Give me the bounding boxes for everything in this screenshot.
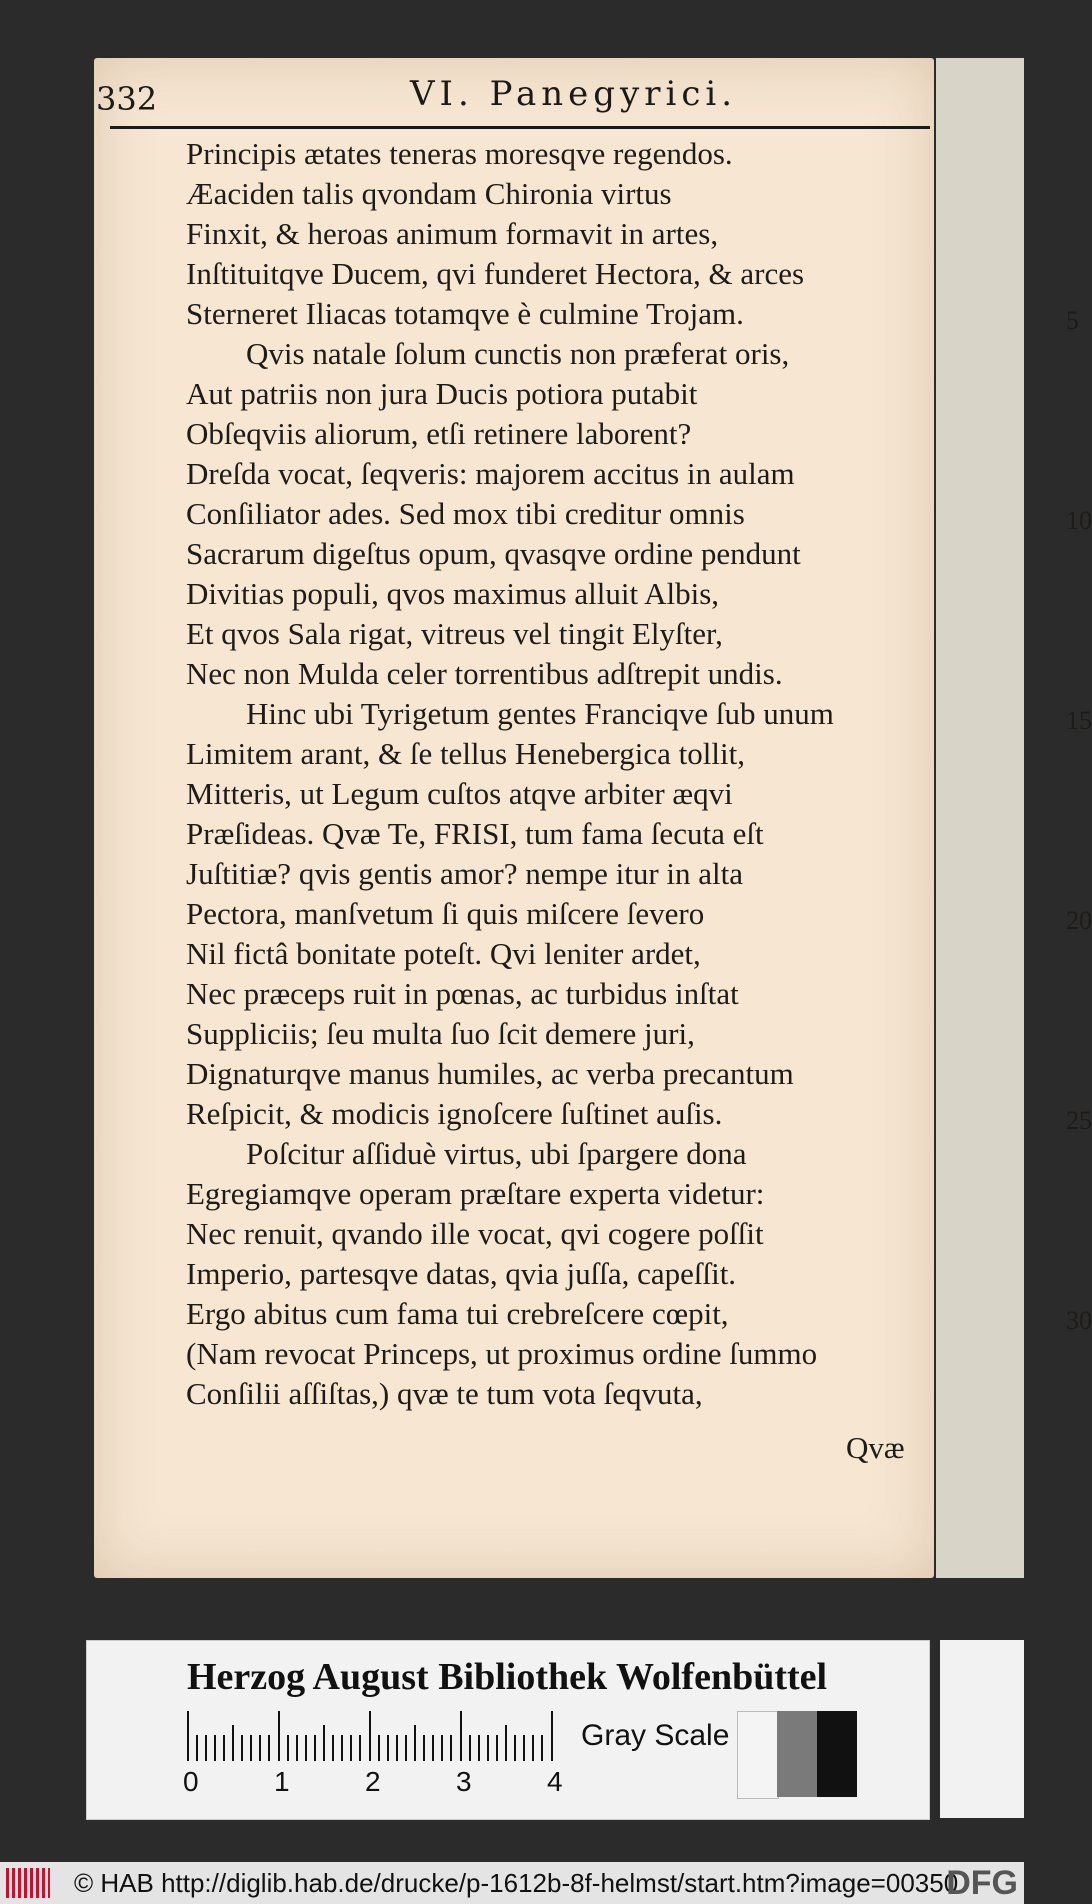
footer-url[interactable]: © HAB http://diglib.hab.de/drucke/p-1612b-8f-helmst/start.htm?image=00350 [74,1868,959,1898]
line-number: 15 [1066,706,1092,735]
footer-bar [0,1862,1024,1904]
library-color-card [86,1640,930,1820]
verse-line: Nec renuit, qvando ille vocat, qvi cogere poſſit [186,1216,764,1251]
verse-line: Sacrarum digeſtus opum, qvasqve ordine pendunt [186,536,801,571]
verse-line: Dreſda vocat, ſeqveris: majorem accitus in aulam [186,456,795,491]
verse-line: Nil fictâ bonitate poteſt. Qvi leniter ardet, [186,936,701,971]
verse-line: Ergo abitus cum fama tui crebreſcere cœpit, [186,1296,729,1331]
verse-line: (Nam revocat Princeps, ut proximus ordine ſummo [186,1336,818,1371]
verse-line: Hinc ubi Tyrigetum gentes Franciqve ſub unum [246,696,834,731]
verse-line: Sterneret Iliacas totamqve è culmine Trojam. [186,296,744,331]
adjacent-card-edge [940,1640,1024,1818]
verse-line: Nec præceps ruit in pœnas, ac turbidus inſtat [186,976,739,1011]
verse-line: Nec non Mulda celer torrentibus adſtrepit undis. [186,656,783,691]
verse-line: Conſilii aſſiſtas,) qvæ te tum vota ſeqvuta, [186,1376,703,1411]
verse-line: Præſideas. Qvæ Te, FRISI, tum fama ſecuta eſt [186,816,764,851]
verse-line: Divitias populi, qvos maximus alluit Albis, [186,576,720,611]
verse-line: Obſeqviis aliorum, etſi retinere laborent? [186,416,692,451]
verse-line: Suppliciis; ſeu multa ſuo ſcit demere juri, [186,1016,695,1051]
line-number: 5 [1066,306,1079,335]
gray-swatch-mid [777,1711,817,1797]
gray-scale-label: Gray Scale [581,1719,730,1752]
ruler-number: 0 [183,1766,199,1797]
library-name: Herzog August Bibliothek Wolfenbüttel [187,1656,828,1698]
barcode-icon [6,1868,50,1898]
verse-line: Principis ætates teneras moresqve regendos. [186,136,733,171]
verse-line: Inſtituitqve Ducem, qvi funderet Hectora, & arces [186,256,805,291]
verse-line: Finxit, & heroas animum formavit in artes, [186,216,719,251]
verse-line: Poſcitur aſſiduè virtus, ubi ſpargere dona [246,1136,747,1171]
verse-line: Reſpicit, & modicis ignoſcere ſuſtinet auſis. [186,1096,723,1131]
verse-line: Imperio, partesqve datas, qvia juſſa, capeſſit. [186,1256,737,1291]
verse-line: Egregiamqve operam præſtare experta videtur: [186,1176,765,1211]
page-number: 332 [96,80,158,118]
verse-line: Æaciden talis qvondam Chironia virtus [186,176,672,211]
ruler-number: 3 [456,1766,472,1797]
verse-line: Et qvos Sala rigat, vitreus vel tingit Elyſter, [186,616,723,651]
header-rule [110,126,930,129]
ruler-number: 2 [365,1766,381,1797]
poem-text [186,134,1092,1414]
verse-line: Juſtitiæ? qvis gentis amor? nempe itur in alta [186,856,744,891]
verse-line: Limitem arant, & ſe tellus Henebergica tollit, [186,736,745,771]
line-number: 10 [1066,506,1092,535]
verse-line: Aut patriis non jura Ducis potiora putabit [186,376,698,411]
adjacent-page-edge [936,58,1024,1578]
ruler-number: 4 [547,1766,563,1797]
gray-swatch-white [737,1711,779,1799]
dfg-logo: DFG [946,1864,1018,1902]
running-title: VI. Panegyrici. [410,74,738,114]
gray-swatch-black [817,1711,857,1797]
verse-line: Pectora, manſvetum ſi quis miſcere ſevero [186,896,705,931]
verse-line: Mitteris, ut Legum cuſtos atqve arbiter æqvi [186,776,733,811]
line-number: 30 [1066,1306,1092,1335]
verse-line: Qvis natale ſolum cunctis non præferat oris, [246,336,790,371]
ruler-numbers [183,1766,583,1802]
verse-line: Conſiliator ades. Sed mox tibi creditur omnis [186,496,745,531]
measurement-ruler [187,1711,557,1761]
verse-line: Dignaturqve manus humiles, ac verba precantum [186,1056,794,1091]
line-number: 20 [1066,906,1092,935]
catchword: Qvæ [846,1430,905,1465]
line-number: 25 [1066,1106,1092,1135]
ruler-number: 1 [274,1766,290,1797]
